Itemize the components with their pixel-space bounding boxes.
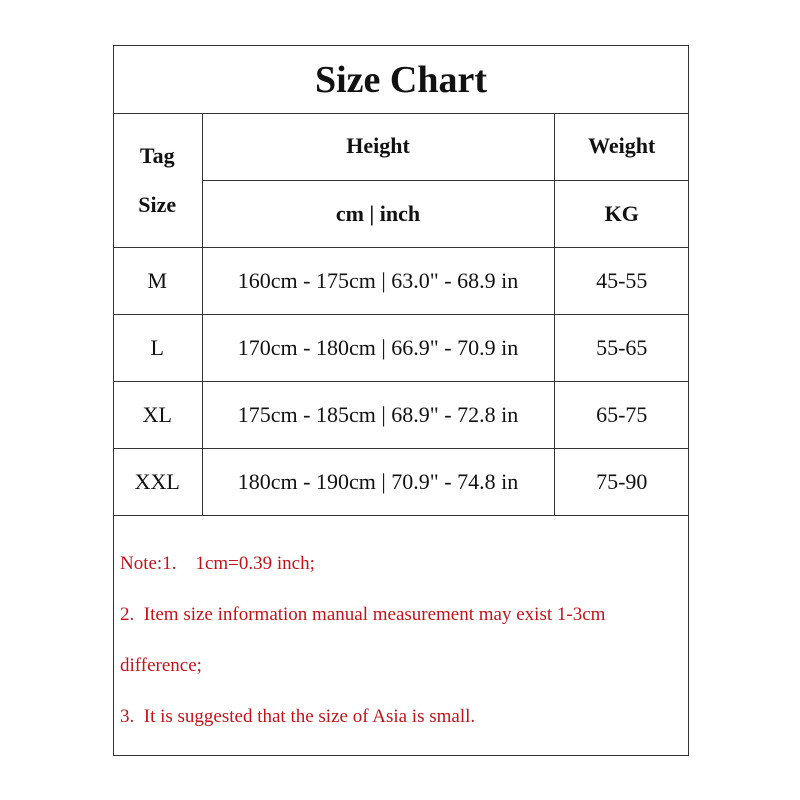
weight-cell: 55-65 [554,314,689,381]
weight-cell: 75-90 [554,448,689,515]
chart-title: Size Chart [114,46,688,114]
note-line-3: difference; [120,655,202,676]
note-line-2: 2. Item size information manual measurement may exist 1-3cm [120,604,606,625]
height-cell: 175cm - 185cm | 68.9" - 72.8 in [202,381,554,448]
table-row [113,314,689,381]
table-row [113,247,689,314]
note-line-4: 3. It is suggested that the size of Asia is small. [120,706,476,727]
header-row [113,113,689,180]
size-cell: XL [113,381,202,448]
height-header: Height [202,113,554,180]
height-units-header: cm | inch [202,180,554,247]
size-chart-frame [113,45,689,756]
weight-cell: 45-55 [554,247,689,314]
tag-header-line1: Tag [139,142,175,168]
size-table [113,113,689,516]
size-cell: L [113,314,202,381]
table-row [113,381,689,448]
height-cell: 170cm - 180cm | 66.9" - 70.9 in [202,314,554,381]
weight-units-header: KG [554,180,689,247]
table-row [113,448,689,515]
weight-cell: 65-75 [554,381,689,448]
tag-header-line2: Size [138,191,177,217]
height-cell: 160cm - 175cm | 63.0" - 68.9 in [202,247,554,314]
height-cell: 180cm - 190cm | 70.9" - 74.8 in [202,448,554,515]
size-cell: M [113,247,202,314]
weight-header: Weight [554,113,689,180]
size-cell: XXL [113,448,202,515]
note-line-1: Note:1. 1cm=0.39 inch; [120,553,315,574]
tag-size-header [113,113,202,247]
